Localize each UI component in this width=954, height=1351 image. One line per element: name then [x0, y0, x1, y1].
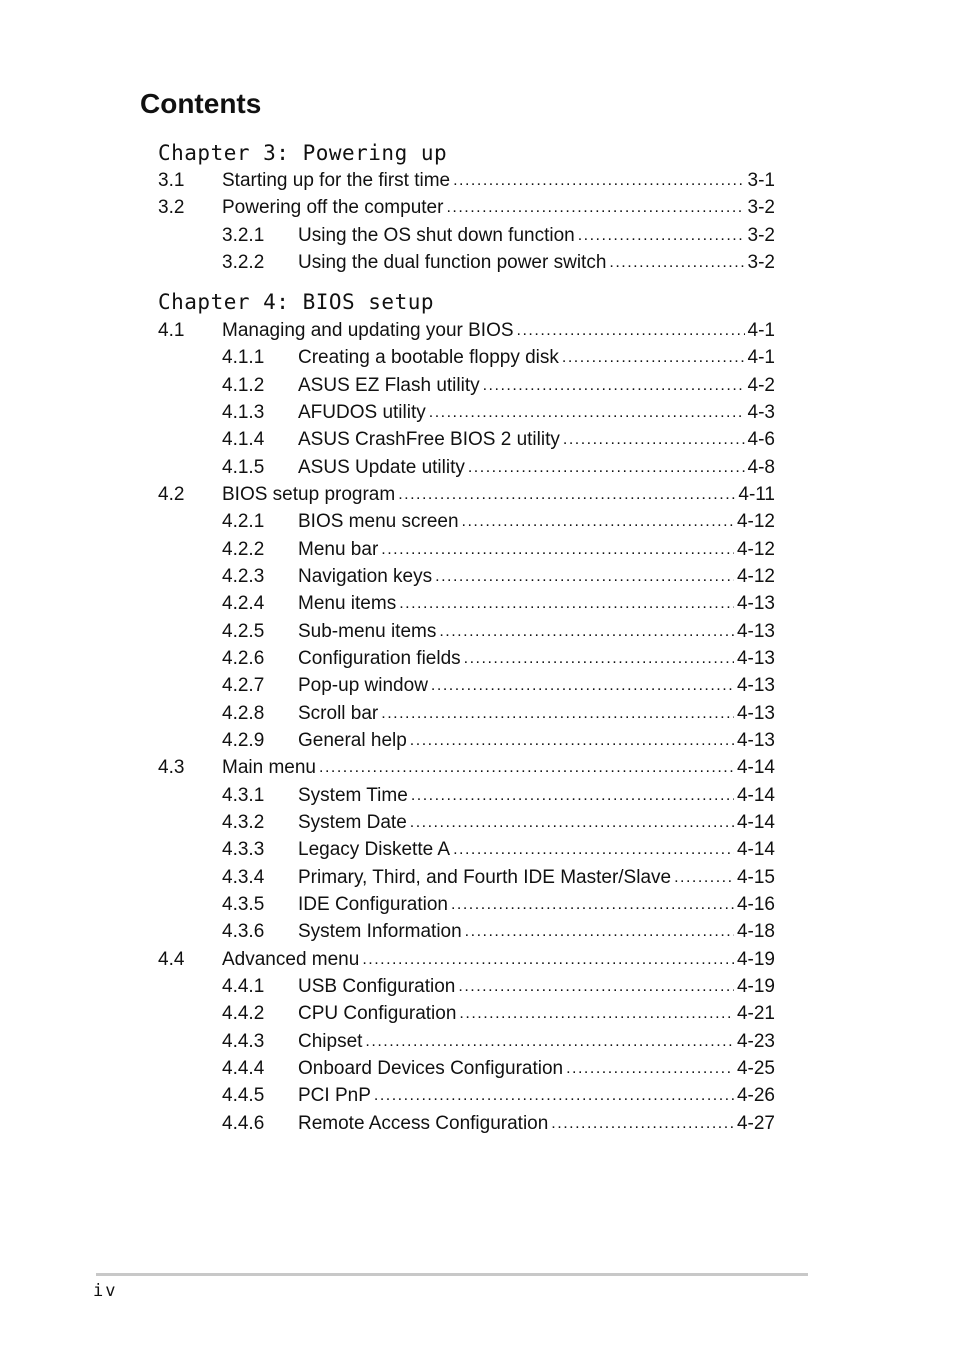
- toc-entry-number: 4.2.5: [222, 620, 265, 642]
- dot-leader: [465, 917, 734, 945]
- toc-entry[interactable]: [158, 481, 775, 508]
- toc-entry-page: 4-6: [747, 429, 775, 451]
- toc-entry-number: 4.1.4: [222, 429, 265, 451]
- dot-leader: [381, 535, 734, 563]
- dot-leader: [578, 221, 745, 249]
- toc-entry-title: ASUS Update utility: [298, 456, 465, 478]
- toc-entry-number: 4.3.6: [222, 921, 265, 943]
- toc-entry-number: 4.4.5: [222, 1085, 265, 1107]
- dot-leader: [439, 617, 734, 645]
- toc-entry-title: Onboard Devices Configuration: [298, 1057, 564, 1079]
- toc-entry-number: 4.1.2: [222, 374, 265, 396]
- toc-entry-page: 4-8: [747, 456, 775, 478]
- toc-entry-title: CPU Configuration: [298, 1003, 457, 1025]
- toc-entry[interactable]: [158, 918, 775, 945]
- toc-entry-title: Managing and updating your BIOS: [222, 320, 514, 341]
- toc-entry[interactable]: [158, 836, 775, 863]
- toc-entry-title: Starting up for the first time: [222, 170, 451, 191]
- toc-entry-title: BIOS menu screen: [298, 511, 459, 533]
- toc-entry-title: Using the OS shut down function: [298, 224, 575, 246]
- toc-entry[interactable]: [158, 317, 775, 344]
- toc-entry-page: 4-13: [736, 620, 775, 642]
- toc-entry-page: 4-16: [736, 893, 775, 915]
- toc-entry-title: Primary, Third, and Fourth IDE Master/Slave: [298, 866, 672, 888]
- dot-leader: [411, 781, 734, 809]
- toc-entry-number: 4.3.4: [222, 866, 265, 888]
- toc-entry-page: 4-11: [738, 483, 775, 505]
- dot-leader: [464, 644, 734, 672]
- toc-entry-number: 3.2.2: [222, 251, 265, 273]
- chapter-heading: Chapter 3: Powering up: [158, 141, 448, 165]
- page-number: iv: [93, 1281, 118, 1301]
- dot-leader: [566, 1054, 734, 1082]
- dot-leader: [453, 166, 744, 194]
- footer-divider: [96, 1273, 808, 1276]
- toc-entry-title: Main menu: [222, 757, 316, 779]
- toc-entry-title: Legacy Diskette A: [298, 839, 451, 861]
- toc-entry-number: 4.2.1: [222, 511, 265, 533]
- toc-entry[interactable]: [158, 536, 775, 563]
- toc-entry-page: 3-1: [747, 170, 775, 191]
- dot-leader: [410, 726, 734, 754]
- toc-entry-page: 4-23: [736, 1030, 775, 1052]
- dot-leader: [374, 1081, 734, 1109]
- toc-entry[interactable]: [158, 1028, 775, 1055]
- toc-entry-title: System Time: [298, 784, 408, 806]
- toc-entry-page: 4-25: [736, 1057, 775, 1079]
- toc-entry-page: 4-12: [736, 511, 775, 533]
- toc-entry-page: 4-13: [736, 729, 775, 751]
- dot-leader: [431, 671, 734, 699]
- toc-entry-title: ASUS EZ Flash utility: [298, 374, 480, 396]
- toc-entry[interactable]: [158, 946, 775, 973]
- toc-entry-number: 4.4.4: [222, 1057, 265, 1079]
- dot-leader: [563, 425, 745, 453]
- toc-entry-title: General help: [298, 729, 407, 751]
- dot-leader: [459, 999, 734, 1027]
- toc-entry-number: 4.3: [158, 757, 185, 779]
- toc-entry[interactable]: [158, 222, 775, 249]
- toc-entry-page: 4-27: [736, 1112, 775, 1134]
- toc-entry-page: 4-14: [736, 784, 775, 806]
- toc-entry[interactable]: [158, 700, 775, 727]
- toc-entry-title: Advanced menu: [222, 948, 360, 970]
- toc-entry-page: 4-13: [736, 647, 775, 669]
- toc-entry-number: 4.4.1: [222, 975, 265, 997]
- toc-entry[interactable]: [158, 1000, 775, 1027]
- toc-entry-page: 4-19: [736, 948, 775, 970]
- toc-entry-number: 4.4.3: [222, 1030, 265, 1052]
- dot-leader: [410, 808, 734, 836]
- toc-entry-number: 4.2.6: [222, 647, 265, 669]
- toc-entry-title: USB Configuration: [298, 975, 456, 997]
- dot-leader: [319, 753, 734, 781]
- toc-entry-page: 3-2: [747, 224, 775, 246]
- toc-entry-title: Pop-up window: [298, 675, 428, 697]
- toc-entry[interactable]: [158, 167, 775, 194]
- toc-entry-page: 4-15: [736, 866, 775, 888]
- toc-entry-page: 3-2: [747, 251, 775, 273]
- toc-entry-number: 4.2.9: [222, 729, 265, 751]
- toc-entry[interactable]: [158, 754, 775, 781]
- dot-leader: [451, 890, 734, 918]
- toc-entry[interactable]: [158, 249, 775, 276]
- toc-entry-number: 4.3.3: [222, 839, 265, 861]
- toc-entry-number: 4.2.2: [222, 538, 265, 560]
- toc-entry-title: IDE Configuration: [298, 893, 448, 915]
- dot-leader: [609, 248, 744, 276]
- toc-entry-number: 4.1.3: [222, 401, 265, 423]
- dot-leader: [398, 480, 735, 508]
- toc-entry-title: Chipset: [298, 1030, 363, 1052]
- toc-entry-number: 4.2: [158, 483, 185, 505]
- toc-entry[interactable]: [158, 973, 775, 1000]
- dot-leader: [517, 316, 745, 344]
- toc-entry[interactable]: [158, 1110, 775, 1137]
- toc-entry-title: Navigation keys: [298, 565, 433, 587]
- dot-leader: [462, 507, 734, 535]
- toc-entry[interactable]: [158, 864, 775, 891]
- page-title: Contents: [140, 88, 262, 119]
- toc-entry-title: Using the dual function power switch: [298, 251, 607, 273]
- toc-entry[interactable]: [158, 508, 775, 535]
- toc-entry-number: 4.1.1: [222, 347, 265, 369]
- toc-entry-title: Menu bar: [298, 538, 379, 560]
- toc-entry-page: 4-14: [736, 757, 775, 779]
- toc-entry-number: 4.2.4: [222, 593, 265, 615]
- toc-entry-title: Powering off the computer: [222, 197, 444, 219]
- toc-entry-number: 4.2.8: [222, 702, 265, 724]
- dot-leader: [453, 835, 734, 863]
- toc-entry[interactable]: [158, 1055, 775, 1082]
- dot-leader: [399, 589, 734, 617]
- dot-leader: [362, 945, 734, 973]
- dot-leader: [483, 371, 745, 399]
- toc-entry[interactable]: [158, 194, 775, 221]
- toc-entry[interactable]: [158, 590, 775, 617]
- toc-entry[interactable]: [158, 372, 775, 399]
- toc-entry[interactable]: [158, 672, 775, 699]
- toc-entry[interactable]: [158, 426, 775, 453]
- toc-entry-page: 4-12: [736, 565, 775, 587]
- dot-leader: [365, 1027, 734, 1055]
- toc-entry-page: 4-14: [736, 839, 775, 861]
- toc-entry-page: 4-21: [736, 1003, 775, 1025]
- toc-entry-number: 4.4: [158, 948, 185, 970]
- toc-entry-title: PCI PnP: [298, 1085, 371, 1107]
- toc-entry-number: 3.1: [158, 170, 185, 191]
- toc-entry-page: 4-13: [736, 593, 775, 615]
- dot-leader: [435, 562, 734, 590]
- toc-entry-number: 4.4.6: [222, 1112, 265, 1134]
- toc-entry-number: 4.1: [158, 320, 185, 341]
- toc-entry-page: 4-1: [747, 320, 775, 341]
- toc-entry-number: 4.4.2: [222, 1003, 265, 1025]
- dot-leader: [381, 699, 734, 727]
- toc-entry-page: 4-3: [747, 401, 775, 423]
- dot-leader: [674, 863, 734, 891]
- toc-entry[interactable]: [158, 645, 775, 672]
- dot-leader: [551, 1109, 734, 1137]
- toc-entry-number: 4.3.5: [222, 893, 265, 915]
- toc-entry-number: 4.2.3: [222, 565, 265, 587]
- toc-entry-title: AFUDOS utility: [298, 401, 426, 423]
- toc-entry-title: Scroll bar: [298, 702, 379, 724]
- dot-leader: [468, 453, 745, 481]
- toc-entry[interactable]: [158, 809, 775, 836]
- chapter-heading: Chapter 4: BIOS setup: [158, 290, 435, 314]
- toc-entry[interactable]: [158, 782, 775, 809]
- toc-entry-page: 4-2: [747, 374, 775, 396]
- toc-entry-page: 4-13: [736, 702, 775, 724]
- toc-entry-number: 3.2: [158, 197, 185, 219]
- toc-entry-page: 4-1: [747, 347, 775, 369]
- toc-entry-number: 4.3.1: [222, 784, 265, 806]
- toc-entry-title: Configuration fields: [298, 647, 461, 669]
- dot-leader: [429, 398, 745, 426]
- toc-entry[interactable]: [158, 727, 775, 754]
- toc-entry-title: Sub-menu items: [298, 620, 437, 642]
- toc-entry-title: ASUS CrashFree BIOS 2 utility: [298, 429, 560, 451]
- dot-leader: [458, 972, 734, 1000]
- toc-entry-title: Menu items: [298, 593, 397, 615]
- toc-entry-title: Creating a bootable floppy disk: [298, 347, 559, 369]
- toc-entry[interactable]: [158, 891, 775, 918]
- toc-entry[interactable]: [158, 399, 775, 426]
- toc-entry-page: 4-19: [736, 975, 775, 997]
- toc-entry-number: 3.2.1: [222, 224, 265, 246]
- toc-entry-page: 4-14: [736, 811, 775, 833]
- toc-entry-page: 3-2: [747, 197, 775, 219]
- toc-entry-page: 4-12: [736, 538, 775, 560]
- toc-entry-number: 4.3.2: [222, 811, 265, 833]
- toc-entry-page: 4-26: [736, 1085, 775, 1107]
- toc-entry-page: 4-13: [736, 675, 775, 697]
- toc-entry[interactable]: [158, 563, 775, 590]
- toc-entry-number: 4.1.5: [222, 456, 265, 478]
- toc-entry[interactable]: [158, 344, 775, 371]
- toc-entry[interactable]: [158, 454, 775, 481]
- dot-leader: [446, 193, 744, 221]
- toc-entry-title: System Information: [298, 921, 462, 943]
- toc-entry-number: 4.2.7: [222, 675, 265, 697]
- toc-entry-title: BIOS setup program: [222, 483, 396, 505]
- toc-entry-title: System Date: [298, 811, 407, 833]
- toc-entry[interactable]: [158, 618, 775, 645]
- toc-entry-page: 4-18: [736, 921, 775, 943]
- toc-entry[interactable]: [158, 1082, 775, 1109]
- toc-entry-title: Remote Access Configuration: [298, 1112, 549, 1134]
- dot-leader: [562, 343, 745, 371]
